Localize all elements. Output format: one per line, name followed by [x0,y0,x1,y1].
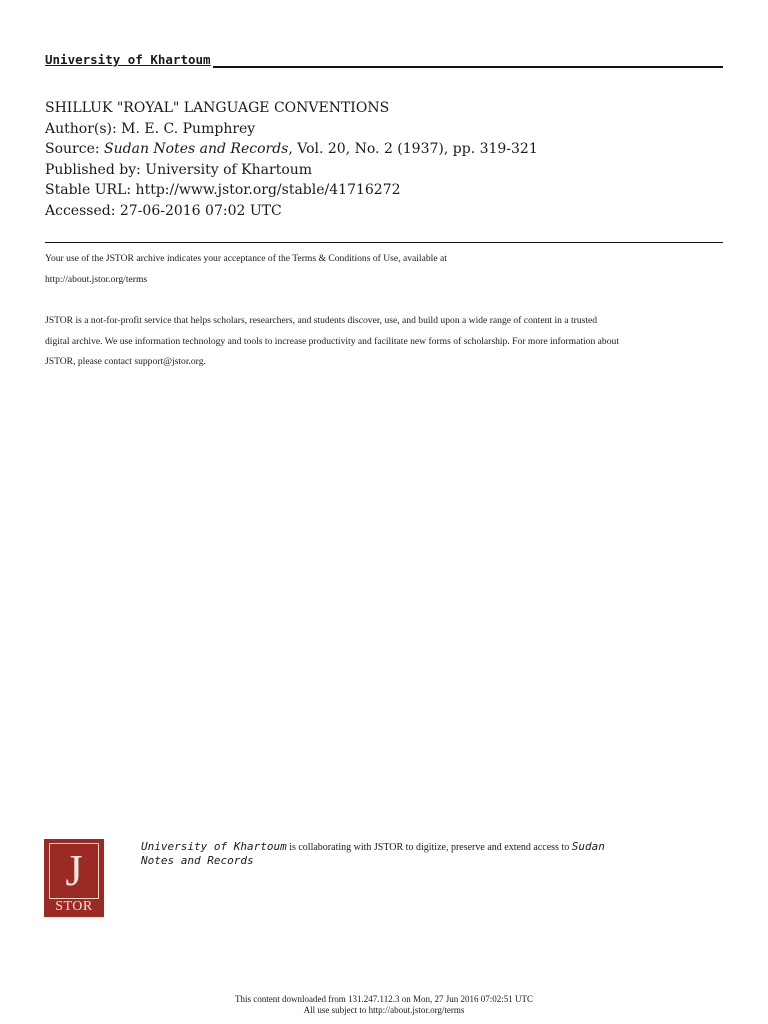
terms-notice [45,249,725,290]
source-label: Source: [45,141,100,157]
source-details: , Vol. 20, No. 2 (1937), pp. 319-321 [288,141,538,157]
terms-link[interactable]: http://about.jstor.org/terms [45,273,148,285]
logo-letter: J [65,846,83,895]
description-line: digital archive. We use information technology and tools to increase productivity and facilitate new forms of scholarship. For more information about [45,335,619,347]
collab-publisher: University of Khartoum [141,840,287,853]
published-value: University of Khartoum [145,161,313,178]
authors-label: Author(s): [45,120,117,137]
download-footer [0,994,768,1015]
article-source [45,139,538,160]
footer-line: This content downloaded from 131.247.112.3 on Mon, 27 Jun 2016 07:02:51 UTC [235,994,533,1004]
stable-url-link[interactable]: http://www.jstor.org/stable/41716272 [135,182,401,198]
article-publisher [45,160,538,181]
accessed-value: 27-06-2016 07:02 UTC [119,202,282,219]
jstor-logo [44,839,104,917]
collaboration-statement [141,840,701,868]
stable-url-label: Stable URL: [45,182,132,198]
logo-frame [49,843,99,899]
article-authors [45,119,538,140]
published-label: Published by: [45,161,141,178]
publisher-header [45,52,723,68]
article-stable-url [45,180,538,201]
collab-text: is collaborating with JSTOR to digitize, preserve and extend access to [286,842,572,853]
article-title: SHILLUK "ROYAL" LANGUAGE CONVENTIONS [45,100,390,116]
collab-journal-part2: Notes and Records [141,854,254,867]
section-divider [45,242,723,243]
article-accessed [45,201,538,222]
publisher-name: University of Khartoum [45,52,211,67]
terms-line: Your use of the JSTOR archive indicates your acceptance of the Terms & Conditions of Use, available at [45,253,447,264]
authors-value: M. E. C. Pumphrey [121,120,256,137]
article-metadata [45,98,538,221]
logo-text: STOR [55,899,93,914]
accessed-label: Accessed: [45,202,116,219]
source-journal: Sudan Notes and Records [104,141,289,157]
jstor-description [45,311,725,373]
collab-journal-part1: Sudan [571,840,605,853]
footer-line: All use subject to http://about.jstor.org/terms [303,1004,465,1015]
description-line: JSTOR, please contact support@jstor.org. [45,356,206,367]
description-line: JSTOR is a not-for-profit service that helps scholars, researchers, and students discover, use, and build upon a wide range of content in a trusted [45,315,598,326]
